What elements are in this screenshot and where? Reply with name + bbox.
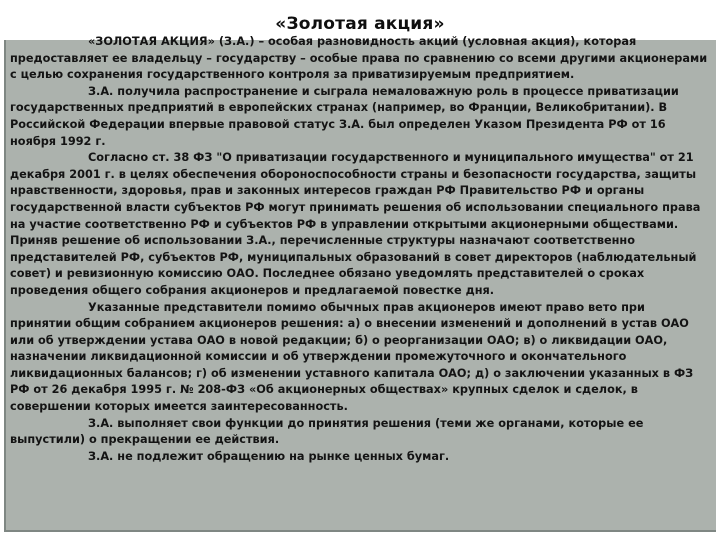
paragraph-history: З.А. получила распространение и сыграла немаловажную роль в процессе приватизации государственных предприятий в европейских странах (например, во Франции, Великобритании). В Российской Федерации впервые правовой статус З.А. был определен Указом Президента РФ от 16 ноября 1992 г. [10,84,679,148]
paragraph-veto-rights: Указанные представители помимо обычных прав акционеров имеют право вето при принятии общим собранием акционеров решения: а) о внесении изменений и дополнений в устав ОАО или об утверждении устава ОАО в новой редакции; б) о реорганизации ОАО; в) о ликвидации ОАО, назначении ликвидационной комиссии и об утверждении промежуточного и окончательного ликвидационных балансов; г) об изменении уставного капитала ОАО; д) о заключении указанных в ФЗ РФ от 26 декабря 1995 г. № 208-ФЗ «Об акционерных обществах» крупных сделок и сделок, в совершении которых имеется заинтересованность. [10,300,694,414]
paragraph-circulation: З.А. не подлежит обращению на рынке ценных бумаг. [88,449,450,463]
paragraph-definition: «ЗОЛОТАЯ АКЦИЯ» (З.А.) – особая разновидность акций (условная акция), которая предоставляет ее владельцу – государству – особые права по сравнению со всеми другими акционерами с целью сохранения государственного контроля за приватизируемым предприятием. [10,35,708,82]
paragraph-legal-basis: Согласно ст. 38 ФЗ "О приватизации государственного и муниципального имущества" от 21 декабря 2001 г. в целях обеспечения обороноспособности страны и безопасности государства, защиты нравственности, здоровья, прав и законных интересов граждан РФ Правительство РФ и органы государственной власти субъектов РФ могут принимать решения об использовании специального права на участие соответственно РФ и субъектов РФ в управлении открытыми акционерными обществами. Приняв решение об использовании З.А., перечисленные структуры назначают соответственно представителей РФ, субъектов РФ, муниципальных образований в совет директоров (наблюдательный совет) и ревизионную комиссию ОАО. Последнее обязано уведомлять представителей о сроках проведения общего собрания акционеров и предлагаемой повестке дня. [10,151,701,297]
slide-body [10,34,710,465]
slide-title: «Золотая акция» [275,14,445,34]
paragraph-functions: З.А. выполняет свои функции до принятия решения (теми же органами, которые ее выпустили) о прекращении ее действия. [10,416,644,447]
